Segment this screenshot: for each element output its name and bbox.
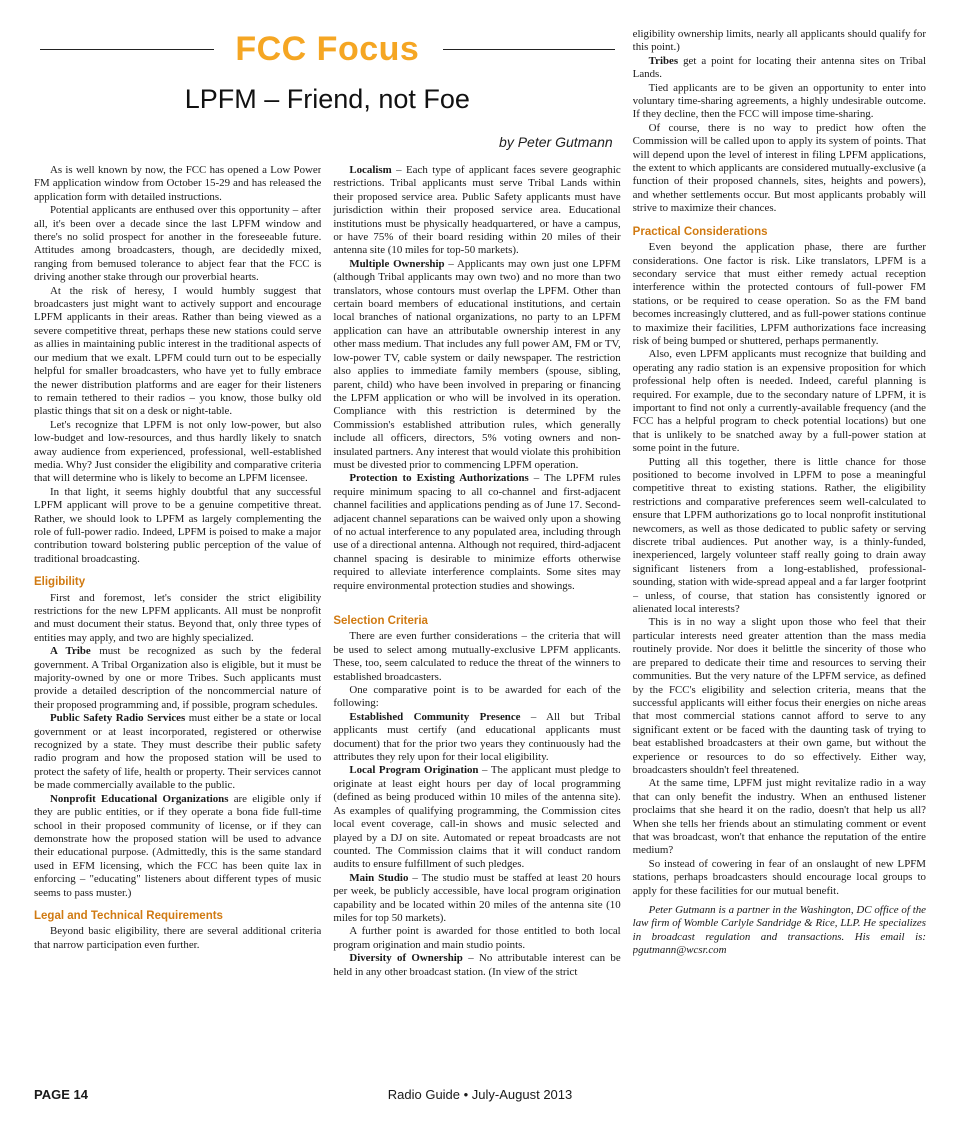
paragraph-text: – The LPFM rules require minimum spacing to all co-channel and first-adjacent channel facilities and applications pending as of June 17. Second-adjacent channel separations can be waived only upon a showing of no actual interference to any populated area, including through use of a directional antenna. Although not required, third-adjacent channel spacing is desirable to minimize efforts otherwise required to alleviate interference complaints. Some sites may require environmental protection studies and showings. (333, 472, 621, 592)
paragraph-text: – All but Tribal applicants must certify (and educational applicants must document) that for the prior two years they continuously had the attributes they rely upon for their local eligibility. (333, 710, 621, 764)
paragraph: There are even further considerations – the criteria that will be used to select among mutually-exclusive LPFM applicants. These, too, seem calculated to reduce the threat of the winners to established broadcasters. (333, 630, 621, 683)
paragraph: So instead of cowering in fear of an onslaught of new LPFM stations, perhaps broadcasters should encourage local groups to apply for these facilities for our mutual benefit. (632, 857, 926, 897)
page-number: PAGE 14 (34, 1087, 88, 1102)
paragraph (333, 872, 620, 926)
paragraph: At the risk of heresy, I would humbly suggest that broadcasters just might want to actively support and encourage LPFM applicants in their areas. Rather than being viewed as a severe competitive threat, perhaps these new stations could serve as allies in maintaining public interest in the traditional aspects of our medium that we exalt. LPFM could turn out to be especially helpful for smaller broadcasters, who have yet to fully embrace the newer distribution platforms and are eager for their listeners to remain tethered to their radios – you know, those bulky old plastic things that sit on a desk or night-table. (34, 284, 322, 418)
body-columns-1-2 (34, 164, 621, 1080)
run-in-head: Local Program Origination (349, 764, 479, 777)
subheading-eligibility: Eligibility (34, 576, 86, 589)
publication-info: Radio Guide • July-August 2013 (387, 1087, 573, 1102)
run-in-head: Multiple Ownership (349, 257, 445, 270)
paragraph-text: are eligible only if they are public entities, or if they operate a bona fide full-time school in their proposed community of license, or if they can demonstrate how the proposed station will be used to advance their educational purpose. (Admittedly, this is the same standard used in EFM licensing, which the FCC has been quite lax in enforcing – "educating" listeners about different types of music seems to pass muster.) (34, 792, 322, 899)
left-two-columns (34, 28, 621, 1080)
run-in-head: A Tribe (50, 645, 91, 658)
paragraph (633, 55, 926, 82)
paragraph (34, 712, 321, 792)
section-masthead (34, 30, 621, 68)
paragraph (34, 645, 321, 712)
column-3 (633, 28, 926, 1080)
article-columns (34, 28, 926, 1080)
run-in-head: Protection to Existing Authorizations (349, 472, 529, 485)
column-2 (333, 164, 620, 1080)
article-headline: LPFM – Friend, not Foe (184, 84, 470, 114)
column-1 (34, 164, 321, 1080)
paragraph: Even beyond the application phase, there are further considerations. One factor is risk. Like translators, LPFM is a secondary service that must either remedy actual reception interference within the protected contours of full-power FM stations, or be required to cease operation. So as the FM band becomes increasingly cluttered, and as full-power stations continue to maximize their facilities, LPFM authorizations face increasing risk of being bumped or shuttered, perhaps permanently. (632, 241, 926, 347)
paragraph (333, 258, 620, 473)
paragraph: Beyond basic eligibility, there are several additional criteria that narrow participation even further. (34, 925, 322, 951)
paragraph: eligibility ownership limits, nearly all applicants should qualify for this point.) (632, 28, 926, 54)
paragraph-text: must either be a state or local government or at least incorporated, registered or otherwise recognized by a state. They must describe their public safety radio program and how the proposed station will be used to protect the safety of life, health or property. Their services cannot be made commercially available to the public. (34, 712, 322, 792)
paragraph: In that light, it seems highly doubtful that any successful LPFM applicant will prove to be a genuine competitive threat. Rather, we should look to LPFM as largely complementing the role of full-power radio. Indeed, LPFM is poised to make a major contribution toward bolstering public perception of the value of traditional broadcasting. (34, 485, 322, 565)
run-in-head: Diversity of Ownership (349, 952, 463, 965)
paragraph-text: – The applicant must pledge to originate at least eight hours per day of local programming (defined as being produced within 10 miles of the antenna site). As examples of qualifying programming, the Commission cites local event coverage, call-in shows and music selected and played by a DJ on site. Automated or repeat broadcasts are not counted. The Commission claims that it will conduct random audits to ensure fulfillment of such pledges. (333, 764, 621, 871)
paragraph-text: must be recognized as such by the federal government. A Tribal Organization also is eligible, but it must be majority-owned by one or more Tribes. Such applicants must provide a detailed description of the noncommercial nature of their proposed programming and, if possible, program schedules. (34, 645, 322, 711)
subheading-legal: Legal and Technical Requirements (34, 909, 223, 922)
paragraph-text: – Each type of applicant faces severe geographic restrictions. Tribal applicants must serve Tribal Lands within their proposed service area. Public Safety applicants must have jurisdiction within their proposed service area. Educational institutions must be physically headquartered, or have a campus, or have 75% of their board residing within 20 miles of their antenna site (10 miles for top-50 markets). (333, 164, 621, 257)
run-in-head: Established Community Presence (349, 710, 521, 723)
paragraph (333, 764, 620, 871)
paragraph-text: – Applicants may own just one LPFM (although Tribal applicants may own two) and no more than two translators, whose contours must overlap the LPFM. Other than certain board members of educational institutions, and certain local branches of national organizations, no party to an LPFM application can have an attributable ownership interest in any other mass medium. That includes any full power AM, FM or TV, low-power TV, cable system or daily newspaper. The restriction also applies to immediate family members (spouse, sibling, parent, child) who have been involved in preparing or financing the LPFM application or who will be involved in its operation. Compliance with this restriction is determined by the Commission's established attribution rules, which generally include all officers, directors, 5% voting owners and non-insulated partners. Any interest that would violate this prohibition must be divested prior to commencing LPFM operation. (333, 257, 621, 471)
paragraph: At the same time, LPFM just might revitalize radio in a way that can only benefit the industry. When an enthused listener proclaims that she heard it on the radio, doesn't that help us all? When she tells her friends about an stimulating comment or event that was broadcast, won't that enhance the reputation of the entire medium? (632, 777, 926, 857)
paragraph: A further point is awarded for those entitled to both local program origination and main studio points. (333, 925, 621, 951)
paragraph: Also, even LPFM applicants must recognize that building and operating any radio station is an expensive proposition for which professional help often is needed. Indeed, careful planning is required. For example, due to the secondary nature of LPFM, it is important to find not only a currently-available frequency (and the FCC has a helpful program to check potential locations) but one that is unlikely to be snatched away by a full-power station at some point in the future. (632, 348, 926, 455)
paragraph: This is in no way a slight upon those who feel that their particular interests need greater attention than the mass media routinely provide. Nor does it belittle the sincerity of those who are prepared to dedicate their time and resources to serving their communities. But the very nature of the LPFM service, as defined by the FCC's eligibility and selection criteria, means that the successful applicants will either focus their energies on niche areas that most commercial stations cannot afford to serve to any significant extent or be faced with the daunting task of trying to beat established broadcasters at their own game, but without the experience or resources to do so effectively. Either way, broadcasters shouldn't feel threatened. (632, 616, 926, 776)
article-byline: by Peter Gutmann (499, 134, 613, 150)
paragraph: One comparative point is to be awarded for each of the following: (333, 684, 621, 710)
run-in-head: Main Studio (349, 871, 409, 884)
paragraph (333, 164, 620, 258)
paragraph: Putting all this together, there is little chance for those positioned to become involved in LPFM to pose a meaningful competitive threat to existing stations. Rather, the eligibility restrictions and comparative preferences seem well-calculated to ensure that LPFM authorizations go to local nonprofit institutional newcomers, as well as those dedicated to public safety or serving discrete tribal audiences. Put another way, is a thinly-funded, inexperienced, largely volunteer staff really going to drain away significant listeners from a long-established, professional-sounding, station with wide-spread appeal and a far larger footprint – unless, of course, that station has consistently ignored or alienated local interests? (632, 455, 926, 616)
section-title: FCC Focus (235, 30, 420, 68)
paragraph-text: – No attributable interest can be held in any other broadcast station. (In view of the strict (333, 952, 621, 978)
paragraph: Of course, there is no way to predict how often the Commission will be called upon to apply its system of points. That will depend upon the level of interest in filing LPFM applications, the extent to which applicants are considered mutually-exclusive (a function of their proposed channels, sites, heights and powers), and whether settlements occur. But most applicants probably will strive to maximize their chances. (632, 121, 926, 215)
run-in-head: Nonprofit Educational Organizations (50, 792, 229, 805)
subheading-practical: Practical Considerations (632, 225, 768, 238)
run-in-head: Localism (349, 164, 392, 176)
paragraph: Let's recognize that LPFM is not only low-power, but also low-budget and low-resources, and thus hardly likely to snatch away audience from experienced, professional, well-established media. Why? Just consider the eligibility and comparative criteria that will determine who is likely to become an LPFM licensee. (34, 418, 322, 485)
paragraph (333, 472, 620, 593)
subheading-selection: Selection Criteria (333, 615, 428, 627)
paragraph: Potential applicants are enthused over this opportunity – after all, it's been over a decade since the last LPFM window and there's no solid prospect for another in the foreseeable future. Attitudes among broadcasters, though, are decidedly mixed, ranging from bemused tolerance to abject fear that the FCC is driving another stake through our proverbial hearts. (34, 204, 322, 284)
paragraph: Tied applicants are to be given an opportunity to enter into voluntary time-sharing agreements, a highly undesirable outcome. If they decline, then the FCC will impose time-sharing. (632, 81, 926, 121)
paragraph: As is well known by now, the FCC has opened a Low Power FM application window from October 15-29 and has released the application form with detailed instructions. (34, 164, 322, 203)
paragraph-text: – The studio must be staffed at least 20 hours per week, be publicly accessible, have local program origination capability and be located within 20 miles of the antenna site (10 miles for top 50 markets). (333, 871, 621, 924)
run-in-head: Public Safety Radio Services (50, 712, 186, 725)
paragraph (34, 793, 321, 900)
paragraph-text: get a point for locating their antenna sites on Tribal Lands. (632, 54, 926, 81)
paragraph: First and foremost, let's consider the strict eligibility restrictions for the new LPFM applicants. All must be nonprofit and must document their status. Beyond that, only three types of entities may apply, and two are highly specialized. (34, 591, 322, 644)
paragraph (333, 952, 620, 979)
run-in-head: Tribes (648, 54, 679, 67)
paragraph (333, 711, 620, 765)
page-footer (34, 1087, 926, 1105)
author-bio: Peter Gutmann is a partner in the Washington, DC office of the law firm of Womble Carlyle Sandridge & Rice, LLP. He specializes in broadcast regulation and transactions. His email is: pgutmann@wcsr.com (632, 904, 926, 957)
